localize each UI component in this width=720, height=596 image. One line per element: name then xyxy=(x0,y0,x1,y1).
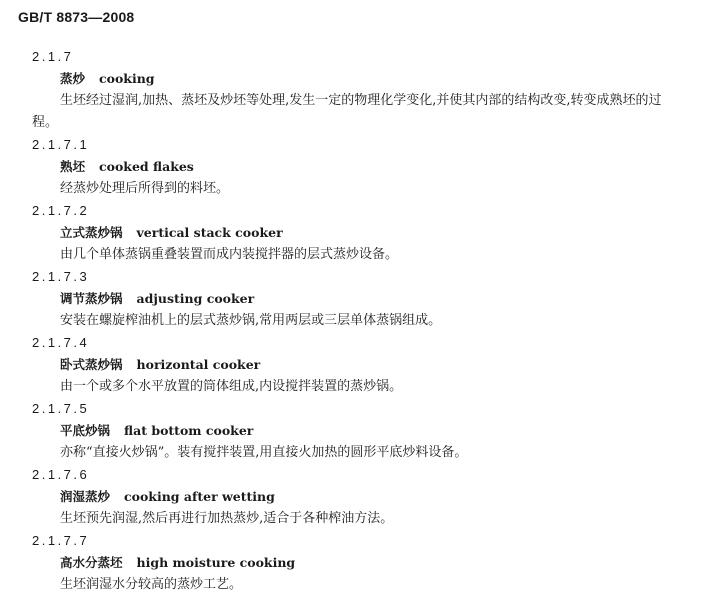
term-english: cooked flakes xyxy=(99,159,194,174)
term-chinese: 卧式蒸炒锅 xyxy=(60,357,123,372)
entry-definition: 由一个或多个水平放置的筒体组成,内设搅拌装置的蒸炒锅。 xyxy=(60,379,403,394)
entry-definition: 经蒸炒处理后所得到的料坯。 xyxy=(60,181,230,196)
term-english: cooking xyxy=(99,71,155,86)
term-english: adjusting cooker xyxy=(136,291,255,306)
entry-term xyxy=(0,288,720,310)
entry-term xyxy=(0,68,720,90)
entry-number: 2.1.7.5 xyxy=(32,401,90,416)
standard-code-header: GB/T 8873—2008 xyxy=(18,9,135,25)
entry-term xyxy=(0,486,720,508)
term-chinese: 蒸炒 xyxy=(60,71,86,86)
entry-term xyxy=(0,156,720,178)
term-english: high moisture cooking xyxy=(136,555,296,570)
entry-number: 2.1.7.4 xyxy=(32,335,90,350)
entry-term xyxy=(0,420,720,442)
term-chinese: 润湿蒸炒 xyxy=(60,489,111,504)
entry-number: 2.1.7.7 xyxy=(32,533,90,548)
term-chinese: 高水分蒸坯 xyxy=(60,555,123,570)
entry-definition: 亦称“直接火炒锅”。装有搅拌装置,用直接火加热的圆形平底炒料设备。 xyxy=(60,445,468,460)
entry-term xyxy=(0,222,720,244)
entry-term xyxy=(0,552,720,574)
term-english: vertical stack cooker xyxy=(136,225,283,240)
entry-number: 2.1.7.3 xyxy=(32,269,90,284)
term-chinese: 立式蒸炒锅 xyxy=(60,225,123,240)
term-english: cooking after wetting xyxy=(124,489,275,504)
entry-definition: 安装在螺旋榨油机上的层式蒸炒锅,常用两层或三层单体蒸锅组成。 xyxy=(60,313,442,328)
entry-number: 2.1.7.6 xyxy=(32,467,90,482)
term-english: flat bottom cooker xyxy=(124,423,254,438)
entry-term xyxy=(0,354,720,376)
entry-definition: 生坯经过湿润,加热、蒸坯及炒坯等处理,发生一定的物理化学变化,并使其内部的结构改变,转变成熟坯的过程。 xyxy=(32,93,662,130)
term-chinese: 调节蒸炒锅 xyxy=(60,291,123,306)
entry-definition: 生坯预先润湿,然后再进行加热蒸炒,适合于各种榨油方法。 xyxy=(60,511,394,526)
entry-definition: 生坯润湿水分较高的蒸炒工艺。 xyxy=(60,577,243,592)
glossary-content xyxy=(0,46,720,596)
entry-number: 2.1.7.1 xyxy=(32,137,90,152)
entry-definition: 由几个单体蒸锅重叠装置而成内装搅拌器的层式蒸炒设备。 xyxy=(60,247,399,262)
term-chinese: 熟坯 xyxy=(60,159,86,174)
entry-number: 2.1.7.2 xyxy=(32,203,90,218)
term-chinese: 平底炒锅 xyxy=(60,423,111,438)
entry-number: 2.1.7 xyxy=(32,49,74,64)
term-english: horizontal cooker xyxy=(136,357,261,372)
